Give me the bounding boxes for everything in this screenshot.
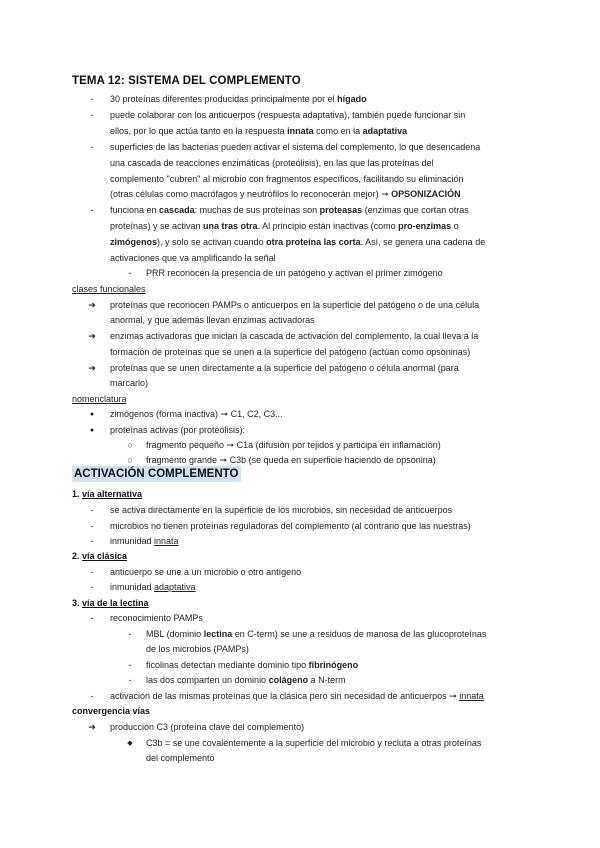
intro-line-6: complemento "cubren" al microbio con fragmentos específicos, facilitando su eliminación xyxy=(110,174,464,184)
nomenclatura-item-3: fragmento pequeño ➞ C1a (difusión por tejidos y participa en inflamación) xyxy=(146,440,441,450)
funcional-item-2-cont: formación de proteínas que se unen a la superficie del patógeno (actúan como opsoninas) xyxy=(110,347,471,357)
dash-bullet: - xyxy=(128,675,132,685)
arrow-bullet: ➔ xyxy=(88,363,96,373)
page-title: TEMA 12: SISTEMA DEL COMPLEMENTO xyxy=(72,75,301,87)
via-clasica-heading: 2. vía clásica xyxy=(72,551,128,561)
lectina-item-2: activación de las mismas proteínas que la clásica pero sin necesidad de anticuerpos ➞ innata xyxy=(110,691,484,701)
dash-bullet: - xyxy=(128,268,132,278)
dot-bullet: ● xyxy=(89,411,95,418)
intro-line-9: proteínas) y se activan una tras otra. Al principio están inactivas (como pro-enzimas o xyxy=(110,221,459,231)
funcional-item-3-cont: marcarlo) xyxy=(110,378,149,388)
diamond-bullet: ◆ xyxy=(127,740,133,747)
clases-funcionales-heading: clases funcionales xyxy=(72,284,146,294)
dash-bullet: - xyxy=(90,142,94,152)
dot-bullet: ● xyxy=(89,427,95,434)
arrow-bullet: ➔ xyxy=(88,331,96,341)
clasica-item-1: anticuerpo se une a un microbio o otro antígeno xyxy=(110,567,302,577)
dash-bullet: - xyxy=(90,691,94,701)
via-alternativa-heading: 1. vía alternativa xyxy=(72,489,143,499)
dash-bullet: - xyxy=(90,205,94,215)
intro-line-4: superficies de las bacterias pueden activar el sistema del complemento, lo que desencadena xyxy=(110,142,481,152)
lectina-subitem-3: las dos comparten un dominio colágeno a N-term xyxy=(146,675,346,685)
dash-bullet: - xyxy=(90,536,94,546)
dash-bullet: - xyxy=(90,613,94,623)
intro-line-7: (otras células como macrófagos y neutrófilos lo reconocerán mejor) ➞ OPSONIZACIÓN xyxy=(110,189,461,199)
dash-bullet: - xyxy=(90,582,94,592)
dash-bullet: - xyxy=(128,629,132,639)
intro-line-3: ellos, por lo que actúa tanto en la respuesta innata como en la adaptativa xyxy=(110,126,408,136)
convergencia-heading: convergencia vías xyxy=(72,706,151,716)
lectina-subitem-1: MBL (dominio lectina en C-term) se une a residuos de manosa de las glucoproteínas xyxy=(146,629,487,639)
dash-bullet: - xyxy=(90,567,94,577)
intro-line-5: una cascada de reacciones enzimáticas (proteólisis), en las que las proteínas del xyxy=(110,158,434,168)
arrow-bullet: ➔ xyxy=(88,722,96,732)
dash-bullet: - xyxy=(90,505,94,515)
intro-line-1: 30 proteínas diferentes producidas principalmente por el hígado xyxy=(110,94,367,104)
circle-bullet: ○ xyxy=(127,440,133,450)
nomenclatura-item-1: zimógenos (forma inactiva) ➞ C1, C2, C3... xyxy=(110,409,283,419)
nomenclatura-item-4: fragmento grande ➞ C3b (se queda en superficie haciendo de opsonina) xyxy=(146,455,436,465)
nomenclatura-item-2: proteínas activas (por proteólisis): xyxy=(110,425,246,435)
intro-line-10: zimógenos), y solo se activan cuando otra proteína las corta. Así, se genera una cadena de xyxy=(110,237,486,247)
dash-bullet: - xyxy=(90,110,94,120)
convergencia-item-2: C3b = se une covalentemente a la superficie del microbio y recluta a otras proteínas xyxy=(146,738,482,748)
lectina-subitem-2: ficolinas detectan mediante dominio tipo fibrinógeno xyxy=(146,660,359,670)
section-heading-activacion: ACTIVACIÓN COMPLEMENTO xyxy=(72,466,241,482)
arrow-bullet: ➔ xyxy=(88,300,96,310)
lectina-subitem-1-cont: de los microbios (PAMPs) xyxy=(146,644,249,654)
funcional-item-2: enzimas activadoras que inician la cascada de activación del complemento, la cual lleva a la xyxy=(110,331,479,341)
funcional-item-1: proteínas que reconocen PAMPs o anticuerpos en la superficie del patógeno o de una célula xyxy=(110,300,480,310)
nomenclatura-heading: nomenclatura xyxy=(72,394,127,404)
dash-bullet: - xyxy=(90,521,94,531)
funcional-item-1-cont: anormal, y que además llevan enzimas activadoras xyxy=(110,315,315,325)
intro-line-8: funciona en cascada: muchas de sus proteínas son proteasas (enzimas que cortan otras xyxy=(110,205,469,215)
intro-line-12: PRR reconocen la presencia de un patógeno y activan el primer zimógeno xyxy=(146,268,443,278)
alternativa-item-1: se activa directamente en la superficie de los microbios, sin necesidad de anticuerpos xyxy=(110,505,453,515)
alternativa-item-2: microbios no tienen proteínas reguladoras del complemento (al contrario que las nuestras) xyxy=(110,521,471,531)
intro-line-11: activaciones que va amplificando la señal xyxy=(110,253,276,263)
clasica-item-2: inmunidad adaptativa xyxy=(110,582,196,592)
lectina-item-1: reconocimiento PAMPs xyxy=(110,613,203,623)
intro-line-2: puede colaborar con los anticuerpos (respuesta adaptativa), también puede funcionar sin xyxy=(110,110,466,120)
funcional-item-3: proteínas que se unen directamente a la superficie del patógeno o célula anormal (para xyxy=(110,363,459,373)
dash-bullet: - xyxy=(128,660,132,670)
convergencia-item-1: producción C3 (proteína clave del complemento) xyxy=(110,722,305,732)
convergencia-item-2-cont: del complemento xyxy=(146,753,215,763)
alternativa-item-3: inmunidad innata xyxy=(110,536,179,546)
dash-bullet: - xyxy=(90,94,94,104)
circle-bullet: ○ xyxy=(127,455,133,465)
via-lectina-heading: 3. vía de la lectina xyxy=(72,598,149,608)
